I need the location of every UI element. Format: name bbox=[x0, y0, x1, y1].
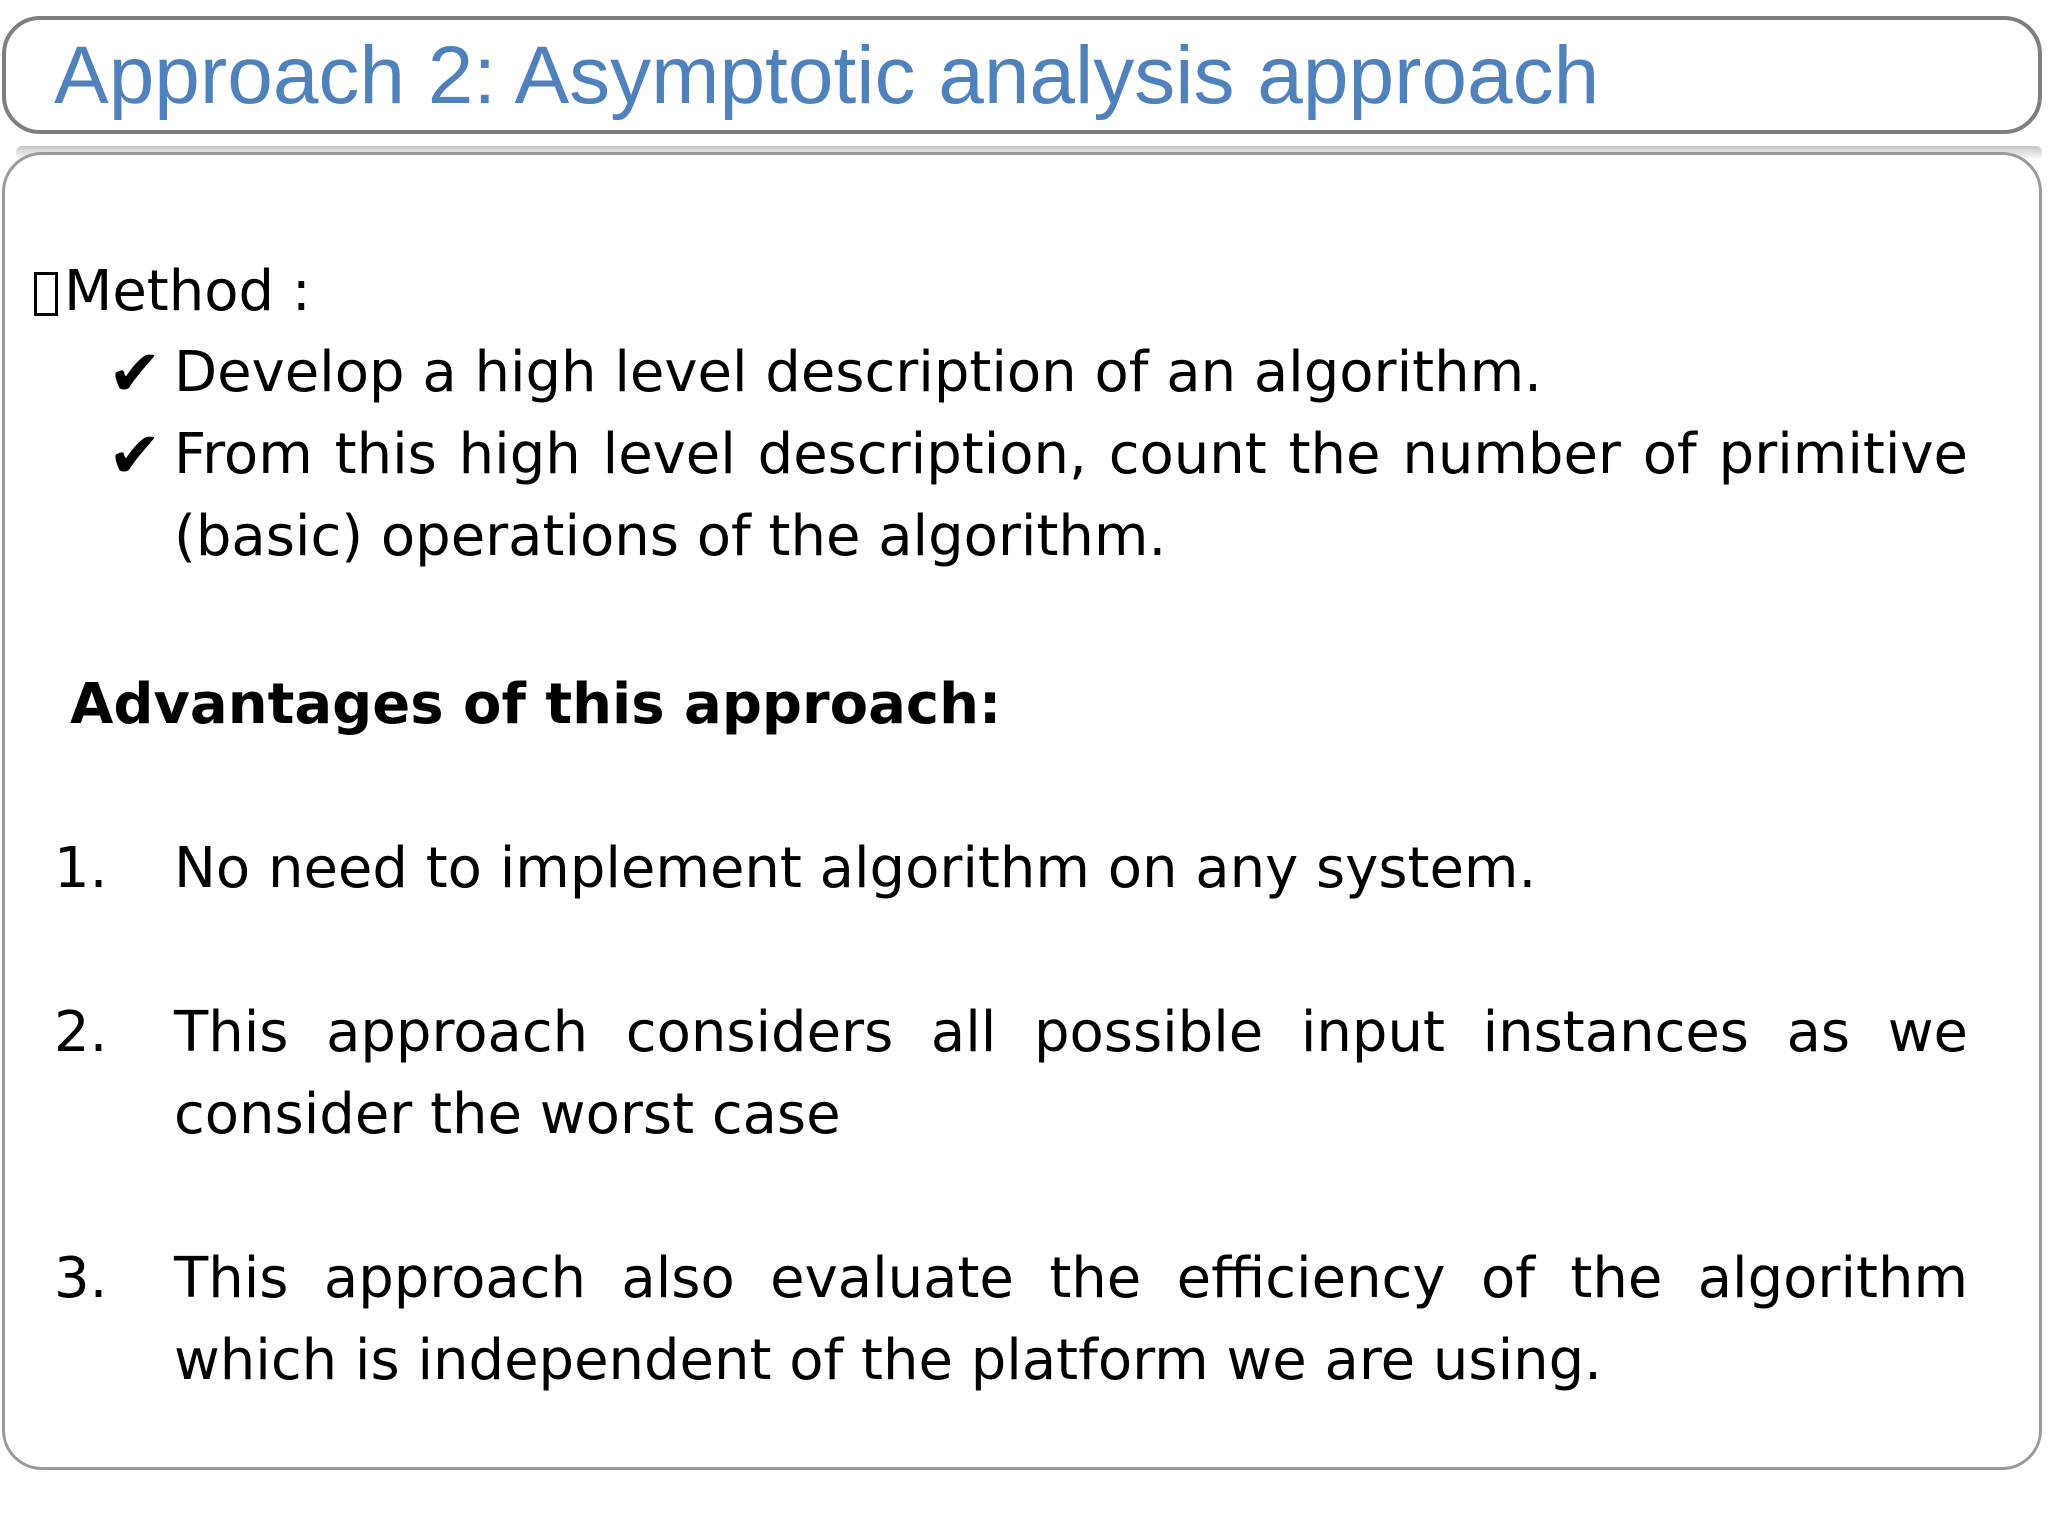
method-line bbox=[34, 256, 311, 328]
list-item-number: 2. bbox=[54, 1000, 108, 1065]
advantage-item-3: This approach also evaluate the efficiency of the algorithm which is independent of the platform we are using. bbox=[174, 1246, 1968, 1393]
method-point-2: From this high level description, count the number of primitive (basic) operations of the algorithm. bbox=[174, 422, 1968, 569]
method-label: Method : bbox=[64, 259, 311, 324]
advantages-heading: Advantages of this approach: bbox=[70, 672, 1002, 737]
list-item-number: 1. bbox=[54, 836, 108, 901]
square-bullet-icon bbox=[34, 272, 58, 316]
advantage-item-1: No need to implement algorithm on any system. bbox=[174, 836, 1537, 901]
list-item-number: 3. bbox=[54, 1246, 108, 1311]
advantage-item-2: This approach considers all possible input instances as we consider the worst case bbox=[174, 1000, 1968, 1147]
slide-title: Approach 2: Asymptotic analysis approach bbox=[54, 30, 1600, 121]
checkmark-icon: ✔ bbox=[108, 419, 162, 491]
checkmark-icon: ✔ bbox=[108, 337, 162, 409]
method-point-1: Develop a high level description of an algorithm. bbox=[174, 340, 1542, 405]
